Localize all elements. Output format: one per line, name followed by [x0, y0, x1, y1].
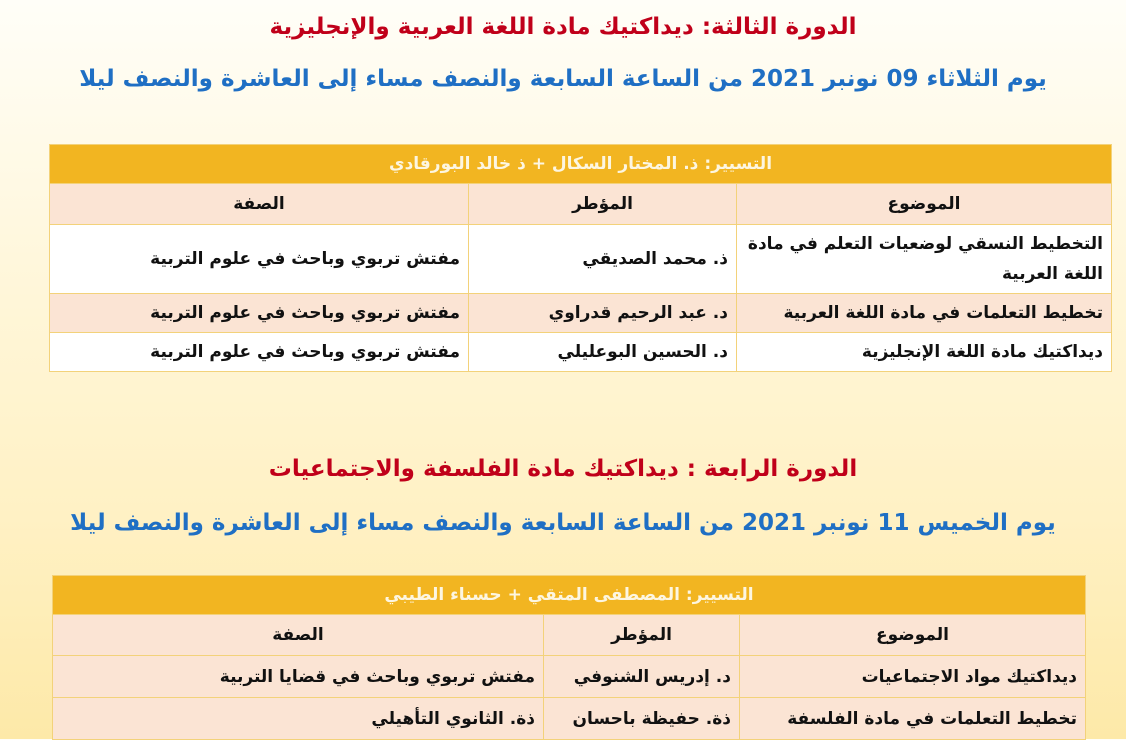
row-topic: ديداكتيك مواد الاجتماعيات	[740, 656, 1086, 698]
table-row	[50, 225, 1112, 294]
row-topic: التخطيط النسقي لوضعيات التعلم في مادة اللغة العربية	[737, 225, 1112, 294]
row-topic: تخطيط التعلمات في مادة اللغة العربية	[737, 294, 1112, 333]
session4-moderation-row	[53, 576, 1086, 615]
row-role: ذة. الثانوي التأهيلي	[53, 698, 544, 740]
header-speaker: المؤطر	[544, 615, 740, 656]
session4-schedule: يوم الخميس 11 نونبر 2021 من الساعة السابعة والنصف مساء إلى العاشرة والنصف ليلا	[70, 510, 1056, 536]
table-row	[50, 333, 1112, 372]
session3-moderation: التسيير: ذ. المختار السكال + ذ خالد البورقادي	[50, 145, 1112, 184]
row-role: مفتش تربوي وباحث في قضايا التربية	[53, 656, 544, 698]
table-row	[53, 656, 1086, 698]
header-role: الصفة	[53, 615, 544, 656]
row-speaker: ذة. حفيظة باحسان	[544, 698, 740, 740]
session4-header-row	[53, 615, 1086, 656]
session3-table	[49, 144, 1112, 372]
row-role: مفتش تربوي وباحث في علوم التربية	[50, 225, 469, 294]
table-row	[50, 294, 1112, 333]
session3-moderation-row	[50, 145, 1112, 184]
row-speaker: د. عبد الرحيم قدراوي	[469, 294, 737, 333]
header-speaker: المؤطر	[469, 184, 737, 225]
session4-title: الدورة الرابعة : ديداكتيك مادة الفلسفة والاجتماعيات	[268, 456, 858, 482]
row-role: مفتش تربوي وباحث في علوم التربية	[50, 333, 469, 372]
session3-header-row	[50, 184, 1112, 225]
header-role: الصفة	[50, 184, 469, 225]
row-topic: تخطيط التعلمات في مادة الفلسفة	[740, 698, 1086, 740]
session4-table	[52, 575, 1086, 740]
session3-schedule: يوم الثلاثاء 09 نونبر 2021 من الساعة السابعة والنصف مساء إلى العاشرة والنصف ليلا	[79, 66, 1047, 92]
row-speaker: د. الحسين البوعليلي	[469, 333, 737, 372]
row-role: مفتش تربوي وباحث في علوم التربية	[50, 294, 469, 333]
row-topic: ديداكتيك مادة اللغة الإنجليزية	[737, 333, 1112, 372]
session4-moderation: التسيير: المصطفى المتقي + حسناء الطيبي	[53, 576, 1086, 615]
row-speaker: د. إدريس الشنوفي	[544, 656, 740, 698]
table-row	[53, 698, 1086, 740]
row-speaker: ذ. محمد الصديقي	[469, 225, 737, 294]
header-topic: الموضوع	[737, 184, 1112, 225]
header-topic: الموضوع	[740, 615, 1086, 656]
session3-title: الدورة الثالثة: ديداكتيك مادة اللغة العربية والإنجليزية	[269, 14, 857, 40]
